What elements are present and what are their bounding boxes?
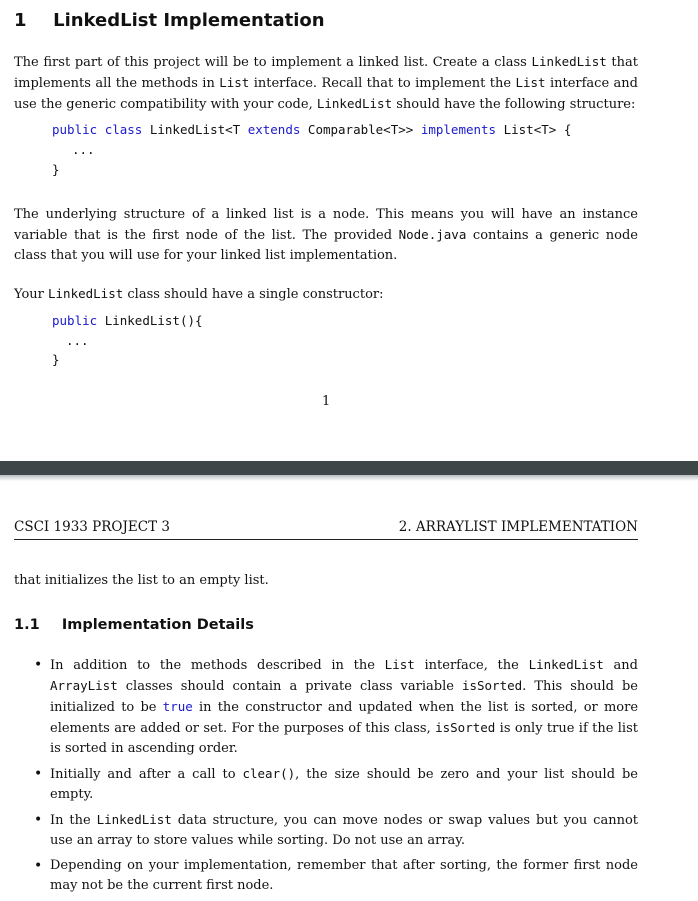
- node-paragraph: [14, 205, 638, 266]
- intro-text-1: The first part of this project will be to implement a linked list. Create a class: [14, 55, 532, 70]
- bullet3-text-1: In the: [50, 813, 97, 828]
- header-rule: [14, 539, 638, 540]
- section-heading: [14, 10, 325, 31]
- bullet-item: [14, 810, 638, 851]
- node-text-2: contains a generic node class that you will use for your linked list implementation.: [14, 228, 638, 263]
- bullet3-code-linkedlist: LinkedList: [96, 812, 172, 827]
- bullet1-code-arraylist: ArrayList: [50, 678, 118, 693]
- bullet-item: [14, 655, 638, 759]
- section-number: 1: [14, 10, 27, 31]
- bullet2-text-2: , the size should be zero and your list should be empty.: [50, 767, 638, 802]
- bullet2-text-1: Initially and after a call to: [50, 767, 243, 782]
- bullet-item: [14, 764, 638, 805]
- code-ellipsis: ...: [72, 142, 95, 157]
- intro-code-linkedlist: LinkedList: [531, 54, 607, 69]
- bullet1-code-issorted-2: isSorted: [435, 720, 496, 735]
- bullet1-code-true: true: [162, 699, 193, 714]
- code-keyword-public: public: [52, 122, 98, 137]
- bullet1-text-6: in the constructor and updated when the list is sorted, or more elements are added or set. For the purposes of this class,: [50, 700, 639, 736]
- code-ellipsis-2: ...: [66, 333, 89, 348]
- constructor-paragraph: [14, 284, 638, 305]
- bullet2-code-clear: clear(): [242, 766, 296, 781]
- code-class-name: LinkedList<T: [149, 122, 241, 137]
- bullet1-code-issorted: isSorted: [461, 678, 523, 693]
- code-closing-brace-2: }: [52, 352, 60, 367]
- code-keyword-implements: implements: [420, 122, 497, 137]
- continuation-text: that initializes the list to an empty list.: [14, 573, 269, 588]
- code-block-constructor: [52, 313, 203, 328]
- bullet-item: [14, 856, 638, 896]
- bullet-icon: •: [34, 858, 43, 874]
- code-keyword-public-2: public: [52, 313, 98, 328]
- bullet1-code-list: List: [384, 657, 415, 672]
- bullet-icon: •: [34, 812, 43, 828]
- intro-text-2: that implements all the methods in: [14, 55, 638, 91]
- node-code-filename: Node.java: [398, 227, 467, 242]
- code-keyword-extends: extends: [247, 122, 301, 137]
- bullet1-text-5: . This should be initialized to be: [50, 679, 639, 715]
- intro-code-list: List: [219, 75, 250, 90]
- intro-code-linkedlist-2: LinkedList: [316, 96, 393, 111]
- subsection-heading: [14, 617, 254, 633]
- intro-code-list-2: List: [515, 75, 546, 90]
- node-text-1: The underlying structure of a linked list is a node. This means you will have an instance variable that is the first node of the list. The provided: [14, 207, 638, 243]
- bullet1-text-1: In addition to the methods described in the: [50, 658, 385, 673]
- code-list-type: List<T> {: [503, 122, 572, 137]
- intro-text-4: interface and use the generic compatibility with your code,: [14, 76, 638, 112]
- bullet3-text-2: data structure, you can move nodes or swap values but you cannot use an array to store values while sorting. Do not use an array.: [50, 813, 639, 848]
- bullet1-text-2: interface, the: [414, 658, 529, 673]
- page-separator: [0, 461, 698, 475]
- bullet-icon: •: [34, 657, 43, 673]
- running-header-right: 2. ARRAYLIST IMPLEMENTATION: [398, 519, 638, 535]
- code-block-class-declaration: [52, 122, 571, 137]
- intro-text-3: interface. Recall that to implement the: [249, 76, 516, 91]
- code-constructor-signature: LinkedList(){: [104, 313, 203, 328]
- intro-paragraph: [14, 52, 638, 115]
- bullet4-text-1: Depending on your implementation, remember that after sorting, the former first node may not be the current first node.: [50, 858, 638, 893]
- page-number: 1: [322, 394, 331, 409]
- bullet1-code-linkedlist: LinkedList: [528, 657, 604, 672]
- code-keyword-class: class: [104, 122, 143, 137]
- ctor-text-2: class should have a single constructor:: [123, 287, 384, 302]
- code-comparable: Comparable<T>>: [307, 122, 414, 137]
- ctor-code-linkedlist: LinkedList: [48, 286, 124, 301]
- subsection-number: 1.1: [14, 617, 40, 633]
- subsection-title: Implementation Details: [61, 617, 254, 633]
- page-separator-shadow: [0, 475, 698, 481]
- bullet-list: [14, 655, 638, 901]
- bullet1-text-4: classes should contain a private class variable: [117, 679, 462, 694]
- running-header-left: CSCI 1933 PROJECT 3: [14, 519, 170, 535]
- bullet1-text-7: is only true if the list is sorted in ascending order.: [50, 721, 638, 756]
- ctor-text-1: Your: [14, 287, 48, 302]
- bullet-icon: •: [34, 766, 43, 782]
- intro-text-5: should have the following structure:: [392, 97, 636, 112]
- bullet1-text-3: and: [603, 658, 638, 673]
- code-closing-brace: }: [52, 162, 60, 177]
- section-title: LinkedList Implementation: [53, 10, 325, 31]
